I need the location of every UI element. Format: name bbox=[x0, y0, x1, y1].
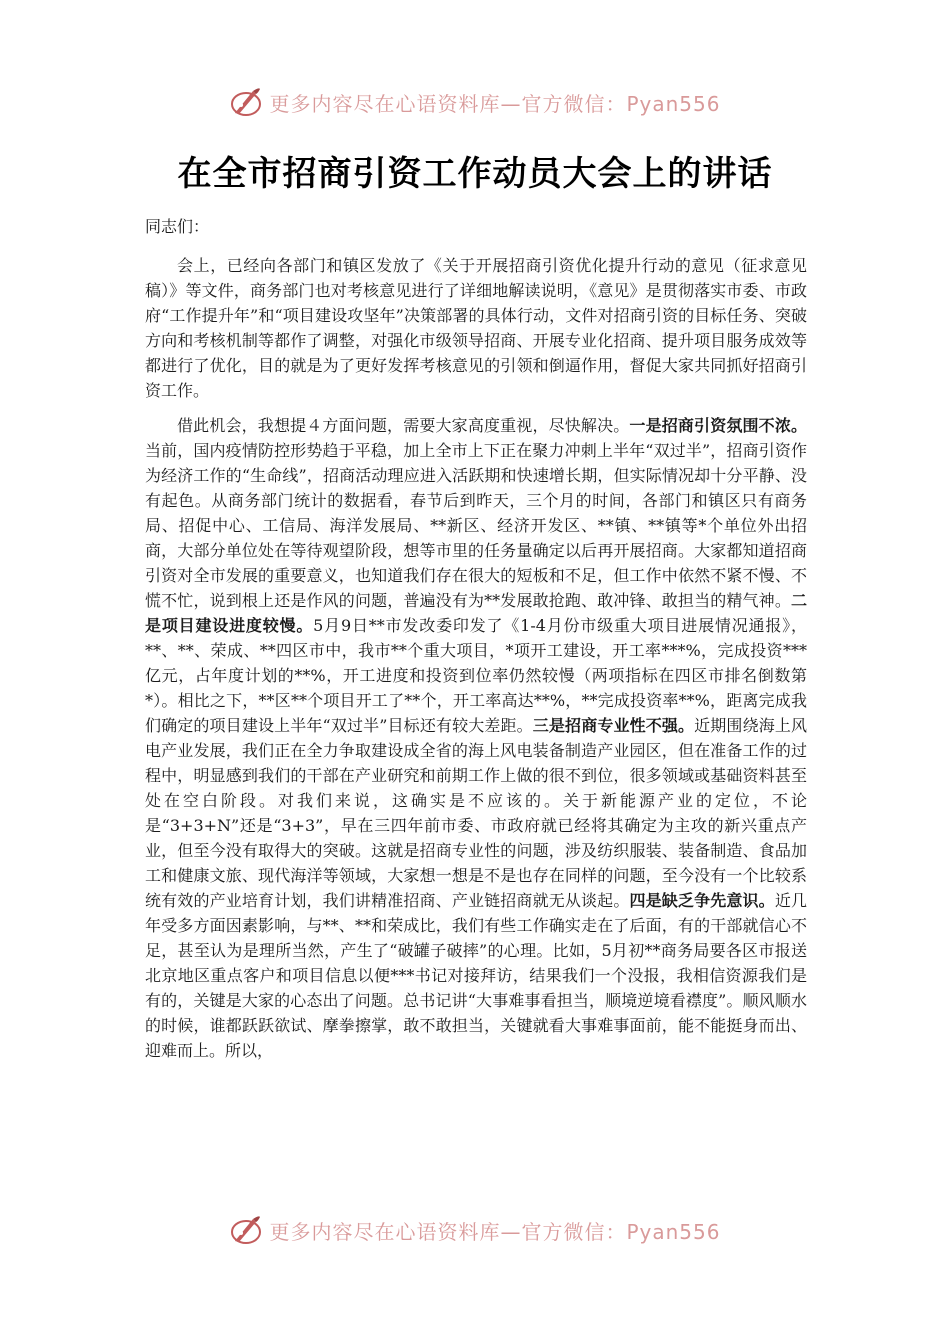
issue-3-heading: 三是招商专业性不强。 bbox=[532, 716, 695, 735]
quill-logo-icon bbox=[229, 85, 263, 119]
issue-3-text: 近期围绕海上风电产业发展，我们正在全力争取建设成全省的海上风电装备制造产业园区，但在准备工作的过程中，明显感到我们的干部在产业研究和前期工作上做的很不到位，很多领域或基础资料甚至处在空白阶段。对我们来说，这确实是不应该的。关于新能源产业的定位，不论是“3+3+N”还是“3+3”，早在三四年前市委、市政府就已经将其确定为主攻的新兴重点产业，但至今没有取得大的突破。这就是招商专业性的问题，涉及纺织服装、装备制造、食品加工和健康文旅、现代海洋等领域，大家想一想是不是也存在同样的问题，至今没有一个比较系统有效的产业培育计划，我们讲精准招商、产业链招商就无从谈起。 bbox=[145, 716, 807, 910]
issue-4-text: 近几年受多方面因素影响，与**、**和荣成比，我们有些工作确实走在了后面，有的干部就信心不足，甚至认为是理所当然，产生了“破罐子破摔”的心理。比如，5月初**商务局要各区市报送北京地区重点客户和项目信息以便***书记对接拜访，结果我们一个没报，我相信资源我们是有的，关键是大家的心态出了问题。总书记讲“大事难事看担当，顺境逆境看襟度”。顺风顺水的时候，谁都跃跃欲试、摩拳擦掌，敢不敢担当，关键就看大事难事面前，能不能挺身而出、迎难而上。所以， bbox=[145, 891, 807, 1060]
issue-4-heading: 四是缺乏争先意识。 bbox=[629, 891, 775, 910]
paragraph-1: 会上，已经向各部门和镇区发放了《关于开展招商引资优化提升行动的意见（征求意见稿）》等文件，商务部门也对考核意见进行了详细地解读说明，《意见》是贯彻落实市委、市政府“工作提升年”和“项目建设攻坚年”决策部署的具体行动，文件对招商引资的目标任务、突破方向和考核机制等都作了调整，对强化市级领导招商、开展专业化招商、提升项目服务成效等都进行了优化，目的就是为了更好发挥考核意见的引领和倒逼作用，督促大家共同抓好招商引资工作。 bbox=[145, 256, 807, 400]
watermark-text: 更多内容尽在心语资料库—官方微信：Pyan556 bbox=[269, 1219, 721, 1244]
paragraph-2-intro: 借此机会，我想提４方面问题，需要大家高度重视，尽快解决。 bbox=[177, 416, 630, 435]
issue-1-heading: 一是招商引资氛围不浓。 bbox=[629, 416, 807, 435]
header-watermark bbox=[0, 82, 950, 122]
paragraph-2 bbox=[145, 413, 807, 1063]
quill-logo-icon bbox=[229, 1213, 263, 1247]
document-body bbox=[145, 214, 807, 1073]
document-title: 在全市招商引资工作动员大会上的讲话 bbox=[177, 154, 773, 194]
issue-1-text: 当前，国内疫情防控形势趋于平稳，加上全市上下正在聚力冲刺上半年“双过半”，招商引资作为经济工作的“生命线”，招商活动理应进入活跃期和快速增长期，但实际情况却十分平静、没有起色。从商务部门统计的数据看，春节后到昨天，三个月的时间，各部门和镇区只有商务局、招促中心、工信局、海洋发展局、**新区、经济开发区、**镇、**镇等*个单位外出招商，大部分单位处在等待观望阶段，想等市里的任务量确定以后再开展招商。大家都知道招商引资对全市发展的重要意义，也知道我们存在很大的短板和不足，但工作中依然不紧不慢、不慌不忙，说到根上还是作风的问题，普遍没有为**发展敢抢跑、敢冲锋、敢担当的精气神。 bbox=[145, 441, 807, 610]
issue-2-heading: 二是项目建设进度较慢。 bbox=[145, 591, 807, 635]
watermark-text: 更多内容尽在心语资料库—官方微信：Pyan556 bbox=[269, 91, 721, 116]
issue-2-text: 5月9日**市发改委印发了《1-4月份市级重大项目进展情况通报》，**、**、荣成、**四区市中，我市**个重大项目，*项开工建设，开工率***%，完成投资***亿元，占年度计划的**%，开工进度和投资到位率仍然较慢（两项指标在四区市排名倒数第*）。相比之下，**区**个项目开工了**个，开工率高达**%，**完成投资率**%，距离完成我们确定的项目建设上半年“双过半”目标还有较大差距。 bbox=[145, 616, 807, 735]
footer-watermark bbox=[0, 1210, 950, 1250]
salutation: 同志们： bbox=[145, 217, 210, 236]
